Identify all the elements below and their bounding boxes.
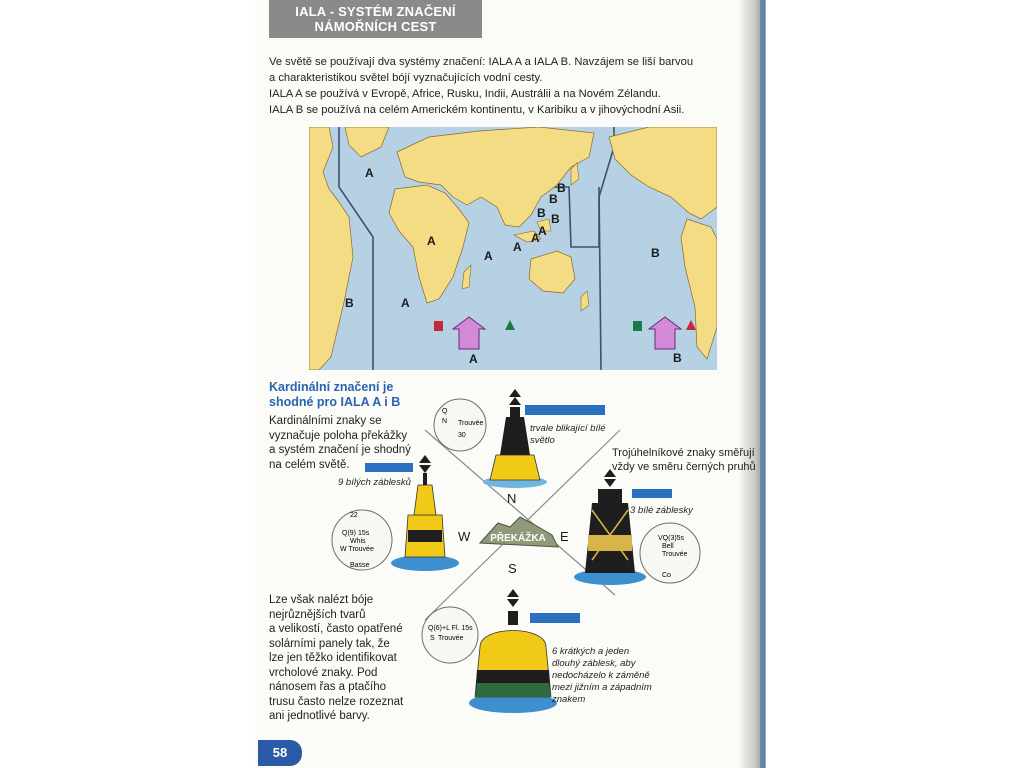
page-title bbox=[269, 0, 482, 38]
zone-label: B bbox=[651, 246, 660, 260]
light-pattern-north bbox=[525, 405, 605, 415]
chart-inset-east bbox=[640, 523, 700, 583]
caption-line: 3 bílé záblesky bbox=[630, 505, 693, 516]
caption-line: nedocházelo k záměně bbox=[552, 670, 650, 681]
zone-label: B bbox=[673, 351, 682, 365]
chart-inset-north bbox=[434, 399, 486, 451]
topmark-west-icon bbox=[419, 455, 431, 463]
caption-line: trvale blikající bílé bbox=[530, 423, 606, 434]
light-pattern-west bbox=[365, 463, 413, 472]
inset-text: 30 bbox=[458, 432, 466, 439]
zone-label: A bbox=[401, 296, 410, 310]
inset-text: N bbox=[442, 418, 448, 425]
text-line: vrcholové znaky. Pod bbox=[269, 666, 378, 679]
text-line: solárními panely tak, že bbox=[269, 637, 390, 650]
intro-line: IALA A se používá v Evropě, Africe, Rusku, Indii, Austrálii a na Novém Zélandu. bbox=[269, 88, 661, 100]
compass-south: S bbox=[508, 561, 517, 576]
inset-text: Trouvée bbox=[458, 420, 484, 427]
text-line: Trojúhelníkové znaky směřují bbox=[612, 447, 755, 459]
south-cardinal-buoy bbox=[469, 589, 557, 713]
inset-text: W Trouvée bbox=[340, 546, 374, 553]
zone-label: B bbox=[549, 192, 558, 206]
inset-text: Bell bbox=[662, 543, 674, 550]
caption-north bbox=[530, 423, 606, 447]
intro-line: Ve světě se používají dva systémy značení: IALA A a IALA B. Navzájem se liší barvou bbox=[269, 56, 694, 68]
caption-line: mezi jižním a západním bbox=[552, 682, 652, 693]
caption-line: 9 bílých záblesků bbox=[338, 477, 411, 488]
topmark-east-icon bbox=[604, 469, 616, 477]
obstacle-label: PŘEKÁŽKA bbox=[490, 533, 546, 544]
caption-line: 6 krátkých a jeden bbox=[552, 646, 630, 657]
topmark-south-icon bbox=[507, 589, 519, 597]
zone-label: A bbox=[427, 234, 436, 248]
compass-east: E bbox=[560, 529, 569, 544]
inset-text: Trouvée bbox=[438, 635, 464, 642]
caption-line: znakem bbox=[552, 694, 586, 705]
zone-label: A bbox=[365, 166, 374, 180]
caption-line: světlo bbox=[530, 435, 555, 446]
intro-paragraph bbox=[269, 54, 729, 118]
topmark-north-icon bbox=[509, 389, 521, 405]
zone-label: B bbox=[537, 206, 546, 220]
text-line: ani jednotlivé barvy. bbox=[269, 710, 370, 722]
zone-label: B bbox=[557, 181, 566, 195]
chart-inset-south bbox=[422, 607, 478, 663]
page-title-line-2: NÁMOŘNÍCH CEST bbox=[314, 19, 437, 34]
zone-label: A bbox=[513, 240, 522, 254]
compass-north: N bbox=[507, 491, 517, 506]
text-line: vždy ve směru černých pruhů bbox=[612, 461, 756, 473]
text-line: a velikostí, často opatřené bbox=[269, 623, 403, 635]
inset-text: Whis bbox=[350, 538, 366, 545]
inset-text: Co bbox=[662, 572, 671, 579]
east-cardinal-buoy bbox=[574, 469, 646, 585]
caption-east bbox=[630, 505, 693, 517]
light-pattern-south bbox=[530, 613, 580, 623]
inset-text: Q(9) 15s bbox=[342, 530, 370, 537]
text-line: a systém značení je shodný bbox=[269, 444, 411, 456]
green-lateral-mark-icon bbox=[633, 321, 642, 331]
obstacle-rock bbox=[480, 517, 558, 547]
text-line: na celém světě. bbox=[269, 458, 350, 471]
cardinal-subtitle-line: shodné pro IALA A i B bbox=[269, 395, 401, 409]
caption-west bbox=[338, 477, 411, 489]
red-lateral-mark-icon bbox=[434, 321, 443, 331]
inset-text: Q(6)+L Fl. 15s bbox=[428, 625, 473, 632]
chart-inset-west bbox=[332, 510, 392, 570]
zone-label: B bbox=[345, 296, 354, 310]
iala-world-map bbox=[309, 127, 717, 370]
text-line: nejrůznějších tvarů bbox=[269, 608, 366, 621]
zone-label: A bbox=[538, 224, 547, 238]
text-line: trusu často nelze rozeznat bbox=[269, 695, 404, 708]
inset-text: Trouvée bbox=[662, 551, 688, 558]
zone-label: A bbox=[484, 249, 493, 263]
next-page-edge bbox=[760, 0, 766, 768]
zone-label: A bbox=[469, 352, 478, 366]
cardinal-subtitle-line: Kardinální značení je bbox=[269, 380, 394, 394]
caption-line: dlouhý záblesk, aby bbox=[552, 658, 636, 669]
page-title-line-1: IALA - SYSTÉM ZNAČENÍ bbox=[295, 4, 456, 19]
caption-south bbox=[552, 646, 652, 706]
inset-text: Q bbox=[442, 408, 448, 415]
inset-text: VQ(3)5s bbox=[658, 535, 685, 542]
zone-label: A bbox=[531, 231, 540, 245]
page-number: 58 bbox=[258, 740, 302, 766]
text-line: Kardinálními znaky se bbox=[269, 415, 382, 427]
compass-west: W bbox=[458, 529, 471, 544]
inset-text: Basse bbox=[350, 562, 370, 569]
text-line: lze jen těžko identifikovat bbox=[269, 652, 397, 664]
inset-text: 22 bbox=[350, 512, 358, 519]
zone-label: B bbox=[551, 212, 560, 226]
text-line: nánosem řas a ptačího bbox=[269, 681, 386, 693]
light-pattern-east bbox=[632, 489, 672, 498]
intro-line: a charakteristikou světel bójí vyznačujících vodní cesty. bbox=[269, 72, 543, 84]
text-line: vyznačuje poloha překážky bbox=[269, 429, 408, 442]
intro-line: IALA B se používá na celém Americkém kontinentu, v Karibiku a v jihovýchodní Asii. bbox=[269, 104, 685, 116]
text-line: Lze však nalézt bóje bbox=[269, 594, 374, 606]
inset-text: S bbox=[430, 635, 435, 642]
west-cardinal-buoy bbox=[391, 455, 459, 571]
